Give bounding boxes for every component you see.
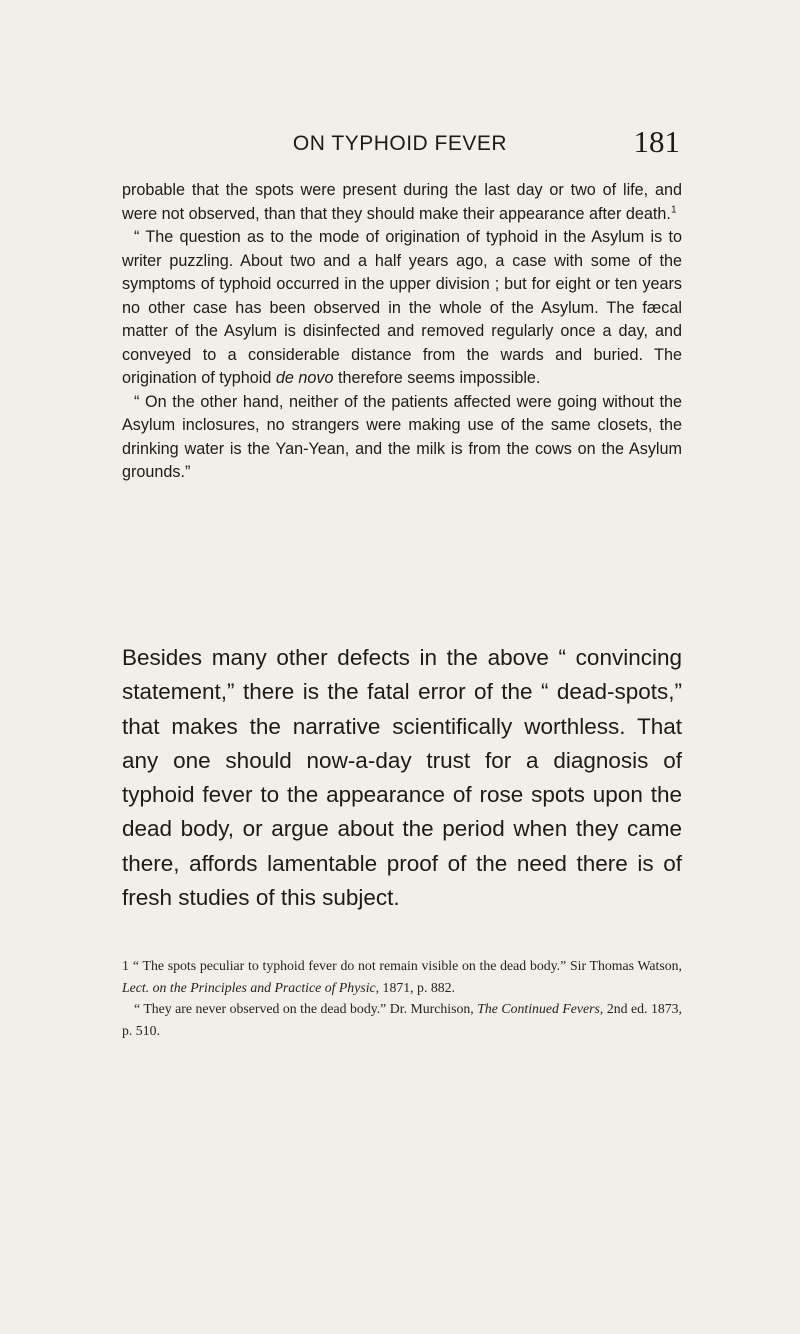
footnote-2-text-a: “ They are never observed on the dead body.” Dr. Murchison, <box>134 1001 478 1016</box>
quote-paragraph-2-italic: de novo <box>275 369 334 387</box>
quote-paragraph-1-text: probable that the spots were present during the last day or two of life, and were not observed, than that they should make their appearance after death. <box>122 181 682 223</box>
footnote-2-text-b: 2nd ed. 1873, p. 510. <box>122 1001 682 1038</box>
running-title: ON TYPHOID FEVER <box>292 132 508 155</box>
quote-paragraph-2-text-b: therefore seems impossible. <box>333 369 541 387</box>
quote-paragraph-2 <box>122 226 682 391</box>
running-head <box>120 124 680 160</box>
footnote-1-text-b: 1871, p. 882. <box>379 979 455 995</box>
footnotes <box>122 955 682 1041</box>
footnote-2 <box>122 998 682 1041</box>
quote-paragraph-2-text-a: “ The question as to the mode of origination of typhoid in the Asylum is to writer puzzling. About two and a half years ago, a case with some of the symptoms of typhoid occurred in the upper division ; but for eight or ten years no other case has been observed in the whole of the Asylum. The fæcal matter of the Asylum is disinfected and removed regularly once a day, and conveyed to a considerable distance from the wards and buried. The origination of typhoid <box>122 228 682 387</box>
footnote-1 <box>122 955 682 998</box>
footnote-1-italic: Lect. on the Principles and Practice of Physic, <box>122 979 380 995</box>
quote-paragraph-3: “ On the other hand, neither of the patients affected were going without the Asylum inclosures, no strangers were making use of the same closets, the drinking water is the Yan-Yean, and the milk is from the cows on the Asylum grounds.” <box>122 392 682 481</box>
footnote-number: 1 <box>122 958 129 973</box>
main-paragraph-text: Besides many other defects in the above “ convincing statement,” there is the fatal error of the “ dead-spots,” that makes the narrative scientifically worthless. That any one should now-a-day trust for a diagnosis of typhoid fever to the appearance of rose spots upon the dead body, or argue about the period when they came there, affords lamentable proof of the need there is of fresh studies of this subject. <box>122 645 682 911</box>
footnote-reference: 1 <box>670 204 677 216</box>
footnote-1-text-a: “ The spots peculiar to typhoid fever do not remain visible on the dead body.” Sir Thomas Watson, <box>132 958 682 973</box>
quote-paragraph-1 <box>122 179 682 226</box>
page-number: 181 <box>633 124 680 159</box>
footnote-2-italic: The Continued Fevers, <box>477 1001 604 1016</box>
quoted-passage <box>122 179 682 485</box>
main-paragraph <box>122 641 682 915</box>
